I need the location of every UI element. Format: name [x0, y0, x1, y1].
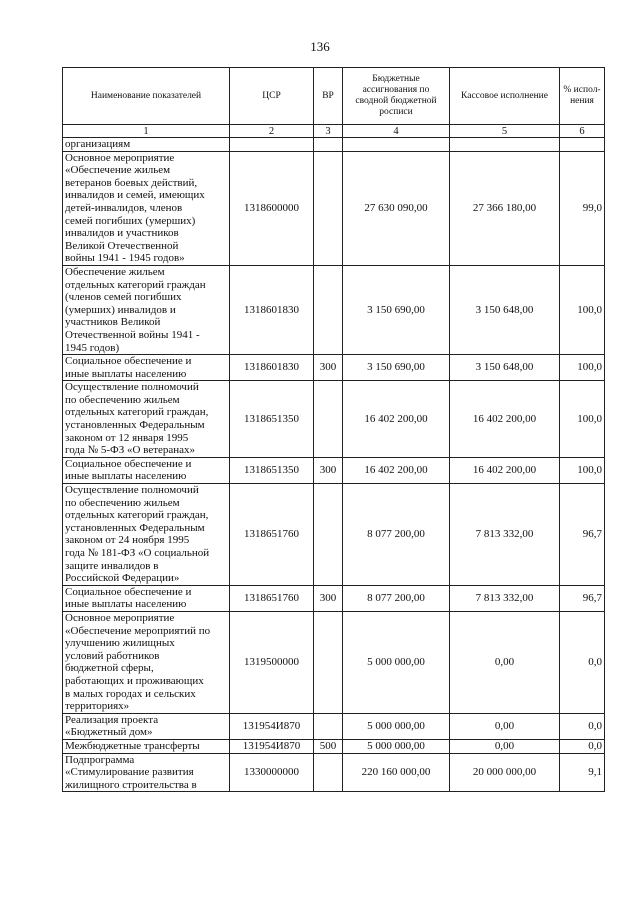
csr-code-cell: 1318651760 [230, 585, 314, 611]
budget-execution-table [62, 67, 605, 792]
budget-allocation-cell: 5 000 000,00 [343, 713, 450, 739]
csr-code-cell [230, 138, 314, 152]
table-row [63, 457, 605, 483]
table-row [63, 265, 605, 354]
cash-execution-cell: 3 150 648,00 [450, 355, 560, 381]
vr-code-cell [314, 138, 343, 152]
table-row [63, 355, 605, 381]
column-number: 5 [450, 125, 560, 138]
budget-allocation-cell: 5 000 000,00 [343, 611, 450, 713]
cash-execution-cell: 7 813 332,00 [450, 585, 560, 611]
column-number: 6 [560, 125, 605, 138]
execution-percent-cell: 100,0 [560, 265, 605, 354]
csr-code-cell: 1318651760 [230, 484, 314, 586]
vr-code-cell: 300 [314, 585, 343, 611]
vr-code-cell [314, 713, 343, 739]
page-number: 136 [310, 39, 330, 54]
header-row [63, 68, 605, 125]
execution-percent-cell: 96,7 [560, 585, 605, 611]
csr-code-cell: 131954И870 [230, 713, 314, 739]
csr-code-cell: 1318601830 [230, 265, 314, 354]
cash-execution-cell: 0,00 [450, 611, 560, 713]
execution-percent-cell [560, 138, 605, 152]
cash-execution-cell [450, 138, 560, 152]
indicator-name-cell: Основное мероприятие «Обеспечение жильем ветеранов боевых действий, инвалидов и семей, имеющих детей-инвалидов, членов семей погибших (умерших) инвалидов и участников Великой Отечественной войны 1941 - 1945 годов» [63, 151, 230, 265]
indicator-name-cell: Обеспечение жильем отдельных категорий граждан (членов семей погибших (умерших) инвалидов и участников Великой Отечественной войны 1941 - 1945 годов) [63, 265, 230, 354]
table-body [63, 138, 605, 792]
column-number: 3 [314, 125, 343, 138]
execution-percent-cell: 96,7 [560, 484, 605, 586]
vr-code-cell [314, 753, 343, 792]
budget-allocation-cell: 5 000 000,00 [343, 739, 450, 753]
header-vr: ВР [314, 68, 343, 125]
table-row [63, 753, 605, 792]
indicator-name-cell: Основное мероприятие «Обеспечение мероприятий по улучшению жилищных условий работников бюджетной сферы, работающих и проживающих в малых городах и сельских территориях» [63, 611, 230, 713]
budget-allocation-cell: 3 150 690,00 [343, 355, 450, 381]
execution-percent-cell: 100,0 [560, 457, 605, 483]
table-row [63, 151, 605, 265]
table-row [63, 739, 605, 753]
vr-code-cell: 500 [314, 739, 343, 753]
csr-code-cell: 1318651350 [230, 457, 314, 483]
indicator-name-cell: Реализация проекта «Бюджетный дом» [63, 713, 230, 739]
budget-allocation-cell [343, 138, 450, 152]
budget-allocation-cell: 27 630 090,00 [343, 151, 450, 265]
indicator-name-cell: Межбюджетные трансферты [63, 739, 230, 753]
cash-execution-cell: 16 402 200,00 [450, 381, 560, 458]
csr-code-cell: 1318651350 [230, 381, 314, 458]
column-number: 4 [343, 125, 450, 138]
execution-percent-cell: 0,0 [560, 739, 605, 753]
indicator-name-cell: Социальное обеспечение и иные выплаты населению [63, 355, 230, 381]
vr-code-cell [314, 611, 343, 713]
budget-allocation-cell: 8 077 200,00 [343, 585, 450, 611]
header-budget: Бюджетные ассигнования по сводной бюджетной росписи [343, 68, 450, 125]
budget-allocation-cell: 16 402 200,00 [343, 381, 450, 458]
indicator-name-cell: Социальное обеспечение и иные выплаты населению [63, 585, 230, 611]
csr-code-cell: 1318601830 [230, 355, 314, 381]
table-row [63, 713, 605, 739]
execution-percent-cell: 0,0 [560, 611, 605, 713]
budget-allocation-cell: 8 077 200,00 [343, 484, 450, 586]
cash-execution-cell: 0,00 [450, 713, 560, 739]
indicator-name-cell: организациям [63, 138, 230, 152]
cash-execution-cell: 7 813 332,00 [450, 484, 560, 586]
execution-percent-cell: 99,0 [560, 151, 605, 265]
cash-execution-cell: 27 366 180,00 [450, 151, 560, 265]
csr-code-cell: 131954И870 [230, 739, 314, 753]
vr-code-cell [314, 151, 343, 265]
indicator-name-cell: Осуществление полномочий по обеспечению жильем отдельных категорий граждан, установленных Федеральным законом от 12 января 1995 года № 5-ФЗ «О ветеранах» [63, 381, 230, 458]
table-row [63, 585, 605, 611]
vr-code-cell [314, 381, 343, 458]
execution-percent-cell: 9,1 [560, 753, 605, 792]
table-row [63, 138, 605, 152]
indicator-name-cell: Подпрограмма «Стимулирование развития жилищного строительства в [63, 753, 230, 792]
cash-execution-cell: 3 150 648,00 [450, 265, 560, 354]
column-number-row [63, 125, 605, 138]
cash-execution-cell: 16 402 200,00 [450, 457, 560, 483]
budget-allocation-cell: 3 150 690,00 [343, 265, 450, 354]
csr-code-cell: 1330000000 [230, 753, 314, 792]
table-row [63, 381, 605, 458]
execution-percent-cell: 100,0 [560, 355, 605, 381]
vr-code-cell: 300 [314, 457, 343, 483]
execution-percent-cell: 0,0 [560, 713, 605, 739]
execution-percent-cell: 100,0 [560, 381, 605, 458]
column-number: 1 [63, 125, 230, 138]
header-name: Наименование показателей [63, 68, 230, 125]
header-cash: Кассовое исполнение [450, 68, 560, 125]
vr-code-cell [314, 265, 343, 354]
vr-code-cell [314, 484, 343, 586]
table-row [63, 484, 605, 586]
budget-allocation-cell: 220 160 000,00 [343, 753, 450, 792]
cash-execution-cell: 20 000 000,00 [450, 753, 560, 792]
csr-code-cell: 1319500000 [230, 611, 314, 713]
header-csr: ЦСР [230, 68, 314, 125]
cash-execution-cell: 0,00 [450, 739, 560, 753]
csr-code-cell: 1318600000 [230, 151, 314, 265]
header-pct: % испол-нения [560, 68, 605, 125]
vr-code-cell: 300 [314, 355, 343, 381]
indicator-name-cell: Социальное обеспечение и иные выплаты населению [63, 457, 230, 483]
table-row [63, 611, 605, 713]
budget-allocation-cell: 16 402 200,00 [343, 457, 450, 483]
column-number: 2 [230, 125, 314, 138]
indicator-name-cell: Осуществление полномочий по обеспечению жильем отдельных категорий граждан, установленных Федеральным законом от 24 ноября 1995 года № 181-ФЗ «О социальной защите инвалидов в Российской Федерации» [63, 484, 230, 586]
